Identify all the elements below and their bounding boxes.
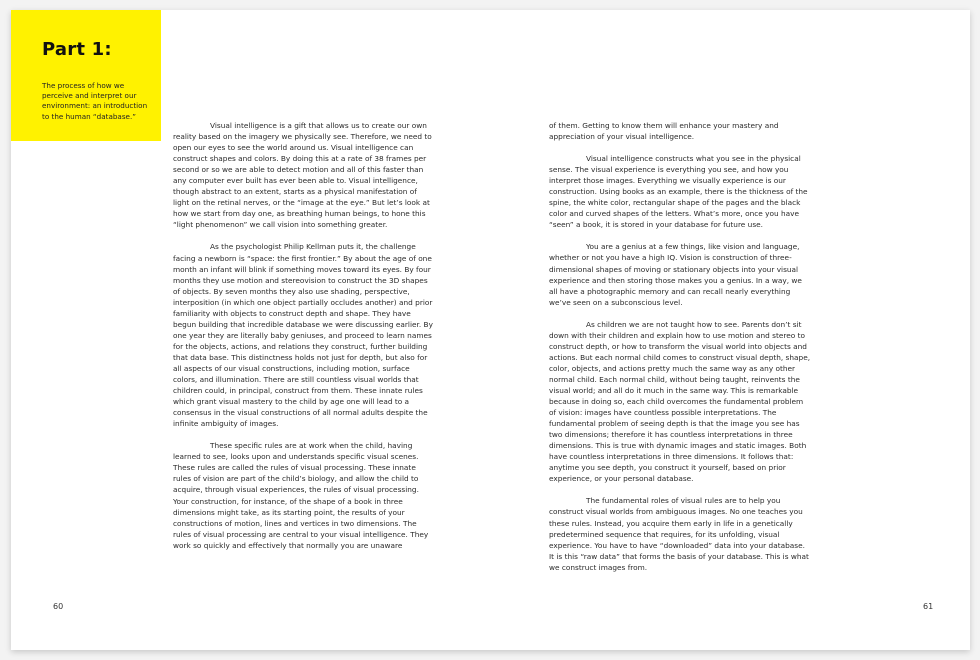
- paragraph: You are a genius at a few things, like vision and language, whether or not you have a high IQ. Vision is construction of three-dimensional shapes of moving or stationary objects into your visual experience and then storing those makes you a genius. In a way, we all have a photographic memory and can recall nearly everything we’ve seen on a subconscious level.: [549, 242, 802, 307]
- paragraph: As children we are not taught how to see. Parents don’t sit down with their children and explain how to use motion and stereo to construct depth, or how to transform the visual world into objects and actions. But each normal child comes to construct visual depth, shape, color, objects, and actions pretty much the same way as any other normal child. Each normal child, without being taught, reinvents the visual world; and all do it much in the same way. This is remarkable because in doing so, each child overcomes the fundamental problem of vision: images have countless possible interpretations. The fundamental problem of seeing depth is that the image you see has two dimensions; therefore it has countless interpretations in three dimensions. This is true with dynamic images and static images. Both have countless interpretations in three dimensions. It follows that: anytime you see depth, you construct it yourself, based on prior experience, or your personal database.: [549, 319, 811, 484]
- book-spread: [11, 10, 970, 650]
- paragraph: These specific rules are at work when the child, having learned to see, looks upon and understands specific visual scenes. These rules are called the rules of visual processing. These innate rules of vision are part of the child’s biology, and allow the child to acquire, through visual experiences, the rules of visual processing. Your construction, for instance, of the shape of a book in three dimensions might take, as its starting point, the results of your constructions of motion, lines and vertices in two dimensions. The rules of visual processing are central to your visual intelligence. They work so quickly and effectively that normally you are unaware: [173, 441, 429, 550]
- paragraph: Visual intelligence is a gift that allows us to create our own reality based on the imagery we physically see. Therefore, we need to open our eyes to see the world around us. Visual intelligence can construct shapes and colors. By doing this at a rate of 38 frames per second or so we are able to detect motion and all of this faster than any computer ever built has ever been able to. Visual intelligence, though abstract to an extent, starts as a physical manifestation of light on the retinal nerves, or the “image at the eye.” But let’s look at how we start from day one, as breathing human beings, to hone this “light phenomenon” we call vision into something greater.: [173, 121, 432, 230]
- paragraph: The fundamental roles of visual rules are to help you construct visual worlds from ambiguous images. No one teaches you these rules. Instead, you acquire them early in life in a genetically predetermined sequence that requires, for its unfolding, visual experience. You have to have “downloaded” data into your database. It is this “raw data” that forms the basis of your database. This is what we construct images from.: [549, 496, 809, 572]
- paragraph: As the psychologist Philip Kellman puts it, the challenge facing a newborn is “space: the first frontier.” By about the age of one month an infant will blink if something moves toward its eyes. By four months they use motion and stereovision to construct the 3D shapes of objects. By seven months they also use shading, perspective, interposition (in which one object partially occludes another) and prior familiarity with objects to construct depth and shape. They have begun building that incredible database we were discussing earlier. By one year they are literally baby geniuses, and proceed to learn names for the objects, actions, and relations they construct, further building that data base. This distinctness holds not just for depth, but also for all aspects of our visual constructions, including motion, surface colors, and illumination. There are still countless visual worlds that children could, in principal, construct from them. These innate rules which grant visual mastery to the child by age one will lead to a consensus in the visual constructions of all normal adults despite the infinite ambiguity of images.: [173, 242, 433, 429]
- page-number-right: 61: [923, 602, 934, 611]
- paragraph: of them. Getting to know them will enhance your mastery and appreciation of your visual intelligence.: [549, 121, 779, 142]
- paragraph: Visual intelligence constructs what you see in the physical sense. The visual experience is everything you see, and how you interpret those images. Everything we visually experience is our construction. Using books as an example, there is the thickness of the spine, the white color, rectangular shape of the pages and the black color and curved shapes of the letters. What’s more, once you have “seen” a book, it is stored in your database for future use.: [549, 154, 808, 230]
- section-header-box: [11, 10, 161, 141]
- left-page-body: [173, 120, 435, 562]
- section-title: Part 1:: [42, 39, 112, 60]
- page-number-left: 60: [53, 602, 64, 611]
- section-subtitle: The process of how we perceive and interpret our environment: an introduction to the human “database.”: [42, 81, 148, 121]
- right-page-body: [549, 120, 811, 584]
